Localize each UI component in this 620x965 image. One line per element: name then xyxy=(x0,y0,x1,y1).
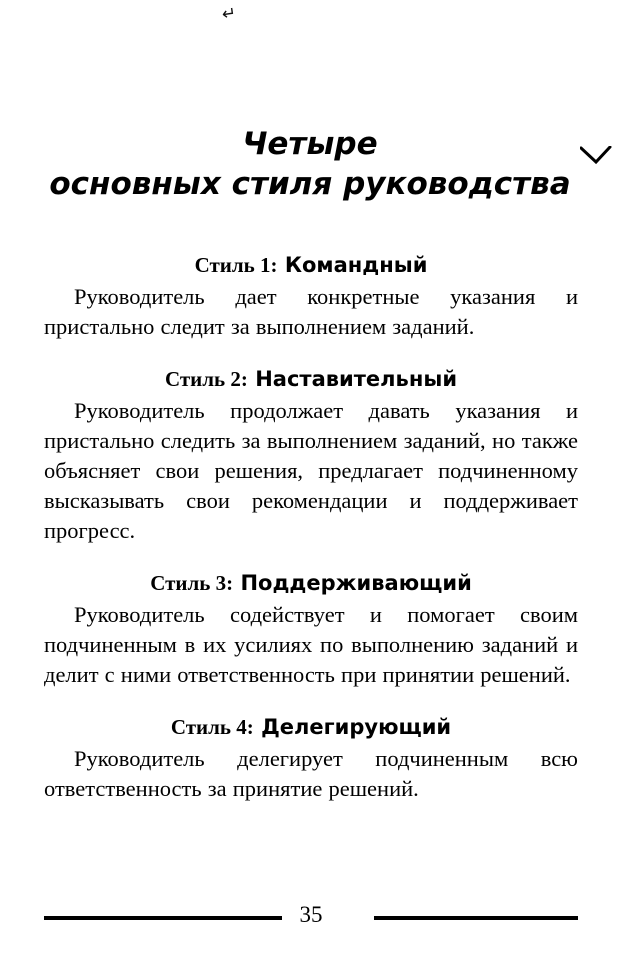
page-title-line-1: Четыре xyxy=(242,126,378,162)
section-paragraph: Руководитель продолжает давать указания и пристально следить за выполнением заданий, но также объясняет свои решения, предлагает подчиненному высказывать свои рекомендации и поддерживает прогресс. xyxy=(44,398,578,543)
section-heading-number: Стиль 2: xyxy=(164,367,248,391)
section-paragraph: Руководитель содействует и помогает своим подчиненным в их усилиях по выполнению заданий и делит с ними ответственность при принятии решений. xyxy=(44,602,578,687)
page-footer xyxy=(44,900,578,930)
section-heading-name: Делегирующий xyxy=(261,715,452,739)
section-heading xyxy=(44,712,578,742)
scan-artifact-top-icon: ↵ xyxy=(220,3,238,25)
page-title-line-2: основных стиля руководства xyxy=(49,166,571,202)
section-style-2 xyxy=(44,364,578,546)
section-heading xyxy=(44,568,578,598)
footer-rule-right xyxy=(374,916,578,920)
section-style-4 xyxy=(44,712,578,804)
section-heading-name: Наставительный xyxy=(255,367,458,391)
content-body xyxy=(44,250,578,804)
section-heading-number: Стиль 1: xyxy=(194,253,278,277)
section-style-1 xyxy=(44,250,578,342)
section-heading-name: Поддерживающий xyxy=(240,571,472,595)
page-number: 35 xyxy=(299,902,323,927)
page-title xyxy=(0,124,620,204)
section-heading-name: Командный xyxy=(284,253,428,277)
section-paragraph: Руководитель делегирует подчиненным всю ответственность за принятие решений. xyxy=(44,746,578,801)
section-heading-number: Стиль 4: xyxy=(170,715,254,739)
section-paragraph: Руководитель дает конкретные указания и пристально следит за выполнением заданий. xyxy=(44,284,578,339)
section-heading xyxy=(44,250,578,280)
section-heading-number: Стиль 3: xyxy=(150,571,234,595)
section-style-3 xyxy=(44,568,578,690)
section-heading xyxy=(44,364,578,394)
